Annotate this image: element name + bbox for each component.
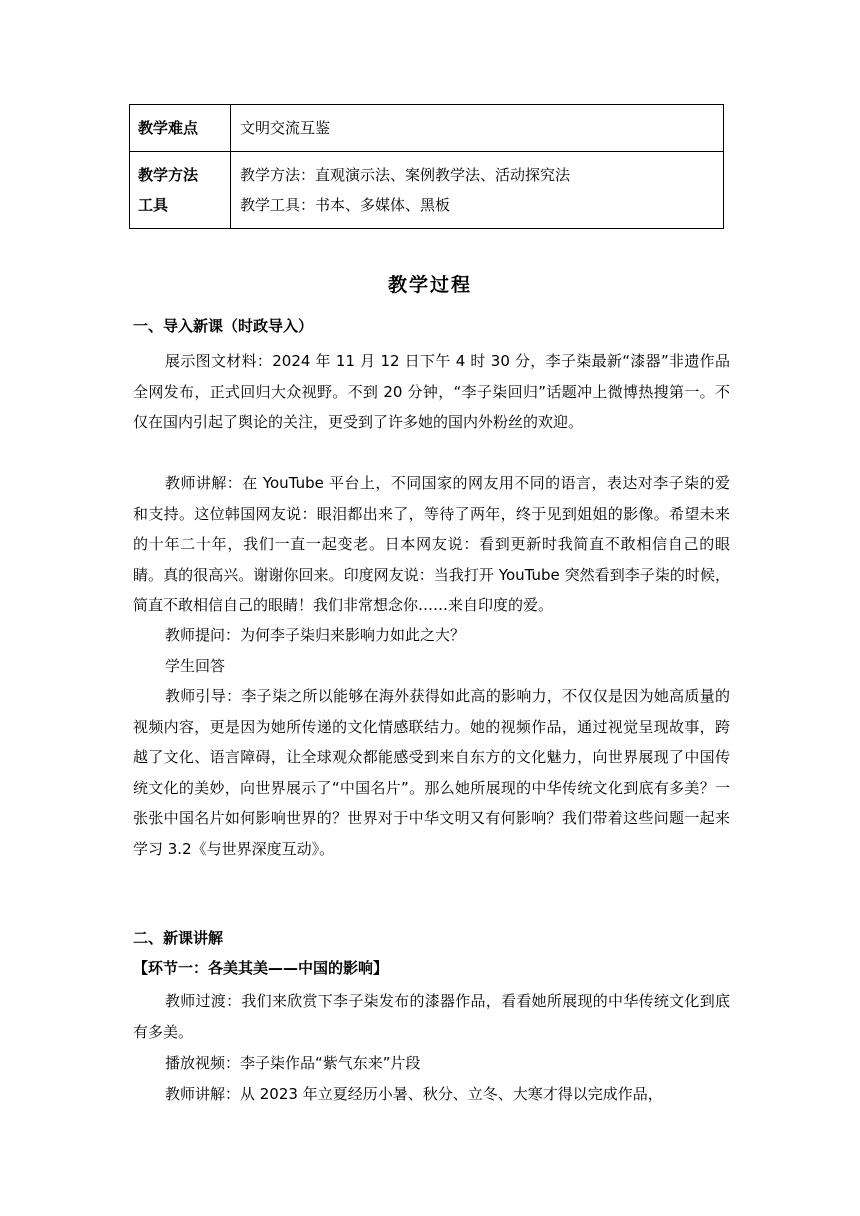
paragraph: 教师讲解：在 YouTube 平台上，不同国家的网友用不同的语言，表达对李子柒的爱和支持。这位韩国网友说：眼泪都出来了，等待了两年，终于见到姐姐的影像。希望未来的十年二十年，我们一直一起变老。日本网友说：看到更新时我简直不敢相信自己的眼睛。真的很高兴。谢谢你回来。印度网友说：当我打开 YouTube 突然看到李子柒的时候，简直不敢相信自己的眼睛！我们非常想念你……来自印度的爱。 (133, 474, 730, 614)
paragraph: 展示图文材料：2024 年 11 月 12 日下午 4 时 30 分，李子柒最新“漆器”非遗作品全网发布，正式回归大众视野。不到 20 分钟，“李子柒回归”话题冲上微博热搜第一。不仅在国内引起了舆论的关注，更受到了许多她的国内外粉丝的欢迎。 (133, 352, 730, 431)
paragraph: 教师引导：李子柒之所以能够在海外获得如此高的影响力，不仅仅是因为她高质量的视频内容，更是因为她所传递的文化情感联结力。她的视频作品，通过视觉呈现故事，跨越了文化、语言障碍，让全球观众都能感受到来自东方的文化魅力，向世界展现了中国传统文化的美妙，向世界展示了“中国名片”。那么她所展现的中华传统文化到底有多美？一张张中国名片如何影响世界的？世界对于中华文明又有何影响？我们带着这些问题一起来学习 3.2《与世界深度互动》。 (133, 687, 730, 858)
table-value-line: 文明交流互鉴 (240, 119, 331, 137)
teacher-explain-line: 教师讲解：从 2023 年立夏经历小暑、秋分、立冬、大寒才得以完成作品， (165, 1085, 663, 1103)
table-row (130, 152, 724, 229)
table-value-line: 教学工具：书本、多媒体、黑板 (240, 196, 451, 214)
play-video-line: 播放视频：李子柒作品“紫气东来”片段 (165, 1054, 421, 1072)
teacher-question: 教师提问：为何李子柒归来影响力如此之大？ (165, 626, 466, 644)
part1-heading: 一、导入新课（时政导入） (133, 317, 314, 335)
section-title: 教学过程 (387, 274, 472, 296)
table-row-value (231, 152, 724, 229)
table-value-line: 教学方法：直观演示法、案例教学法、活动探究法 (240, 166, 571, 184)
student-answer: 学生回答 (165, 657, 226, 675)
table-row-head: 教学方法工具 (130, 152, 231, 229)
table-row-value (231, 105, 724, 152)
part2-subheading: 【环节一：各美其美——中国的影响】 (133, 959, 389, 977)
table-row-head: 教学难点 (130, 105, 231, 152)
part2-heading: 二、新课讲解 (133, 929, 224, 947)
table-row (130, 105, 724, 152)
info-table (129, 104, 724, 229)
paragraph: 教师过渡：我们来欣赏下李子柒发布的漆器作品，看看她所展现的中华传统文化到底有多美。 (133, 992, 730, 1041)
